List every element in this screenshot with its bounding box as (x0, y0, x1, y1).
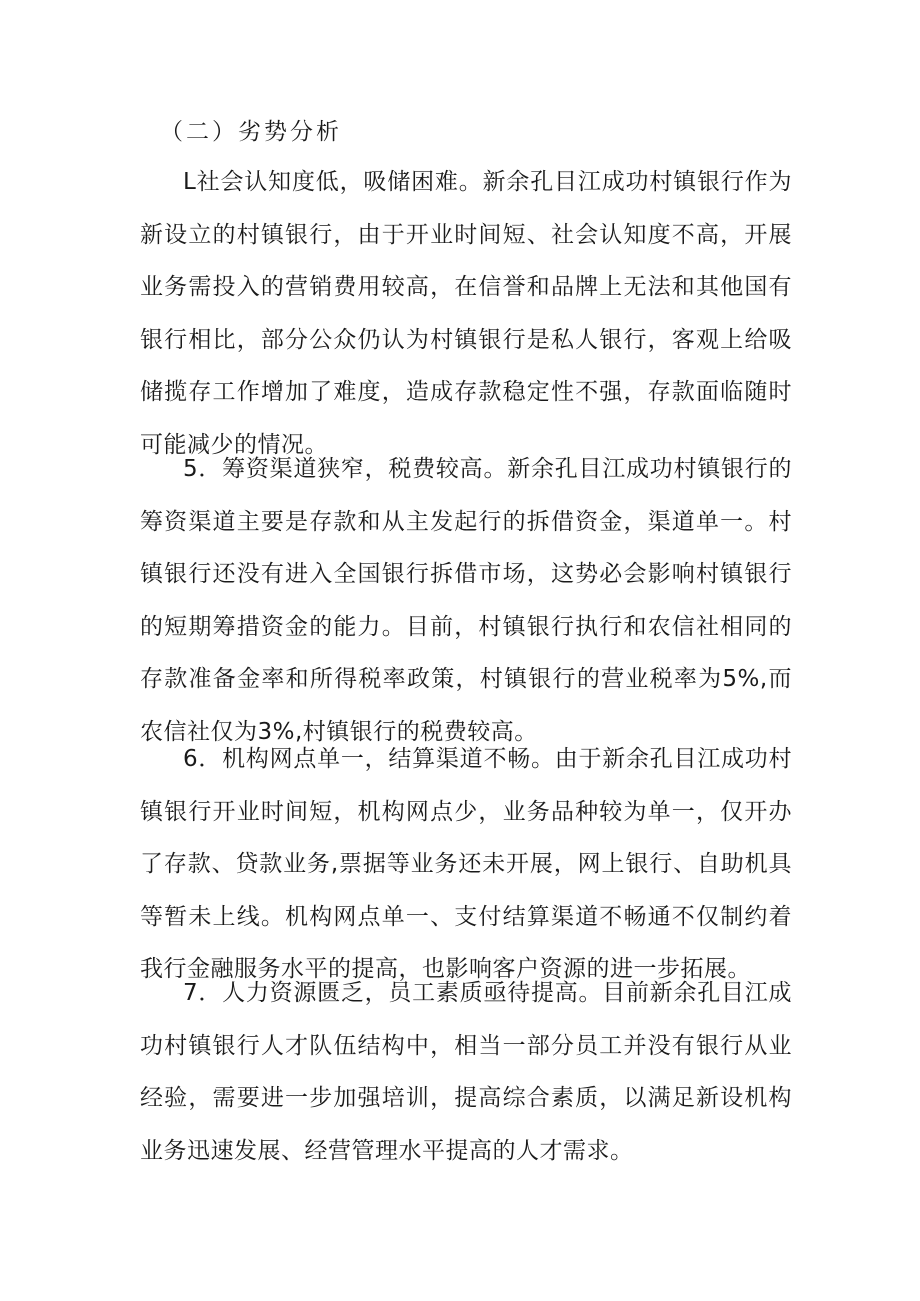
paragraph-funding-channels: 5．筹资渠道狭窄，税费较高。新余孔目江成功村镇银行的筹资渠道主要是存款和从主发起行的拆借资金，渠道单一。村镇银行还没有进入全国银行拆借市场，这势必会影响村镇银行的短期筹措资金的能力。目前，村镇银行执行和农信社相同的存款准备金率和所得税率政策，村镇银行的营业税率为5%,而农信社仅为3%,村镇银行的税费较高。 (140, 456, 792, 745)
paragraph-branch-network: 6．机构网点单一，结算渠道不畅。由于新余孔目江成功村镇银行开业时间短，机构网点少，业务品种较为单一，仅开办了存款、贷款业务,票据等业务还未开展，网上银行、自助机具等暂未上线。机构网点单一、支付结算渠道不畅通不仅制约着我行金融服务水平的提高，也影响客户资源的进一步拓展。 (140, 746, 792, 983)
paragraph-social-awareness: L社会认知度低，吸储困难。新余孔目江成功村镇银行作为新设立的村镇银行，由于开业时间短、社会认知度不高，开展业务需投入的营销费用较高，在信誉和品牌上无法和其他国有银行相比，部分公众仍认为村镇银行是私人银行，客观上给吸储揽存工作增加了难度，造成存款稳定性不强，存款面临随时可能减少的情况。 (140, 169, 792, 458)
section-heading: （二）劣势分析 (160, 119, 342, 145)
paragraph-human-resources: 7．人力资源匮乏，员工素质亟待提高。目前新余孔目江成功村镇银行人才队伍结构中，相当一部分员工并没有银行从业经验，需要进一步加强培训，提高综合素质，以满足新设机构业务迅速发展、经营管理水平提高的人才需求。 (140, 980, 792, 1164)
